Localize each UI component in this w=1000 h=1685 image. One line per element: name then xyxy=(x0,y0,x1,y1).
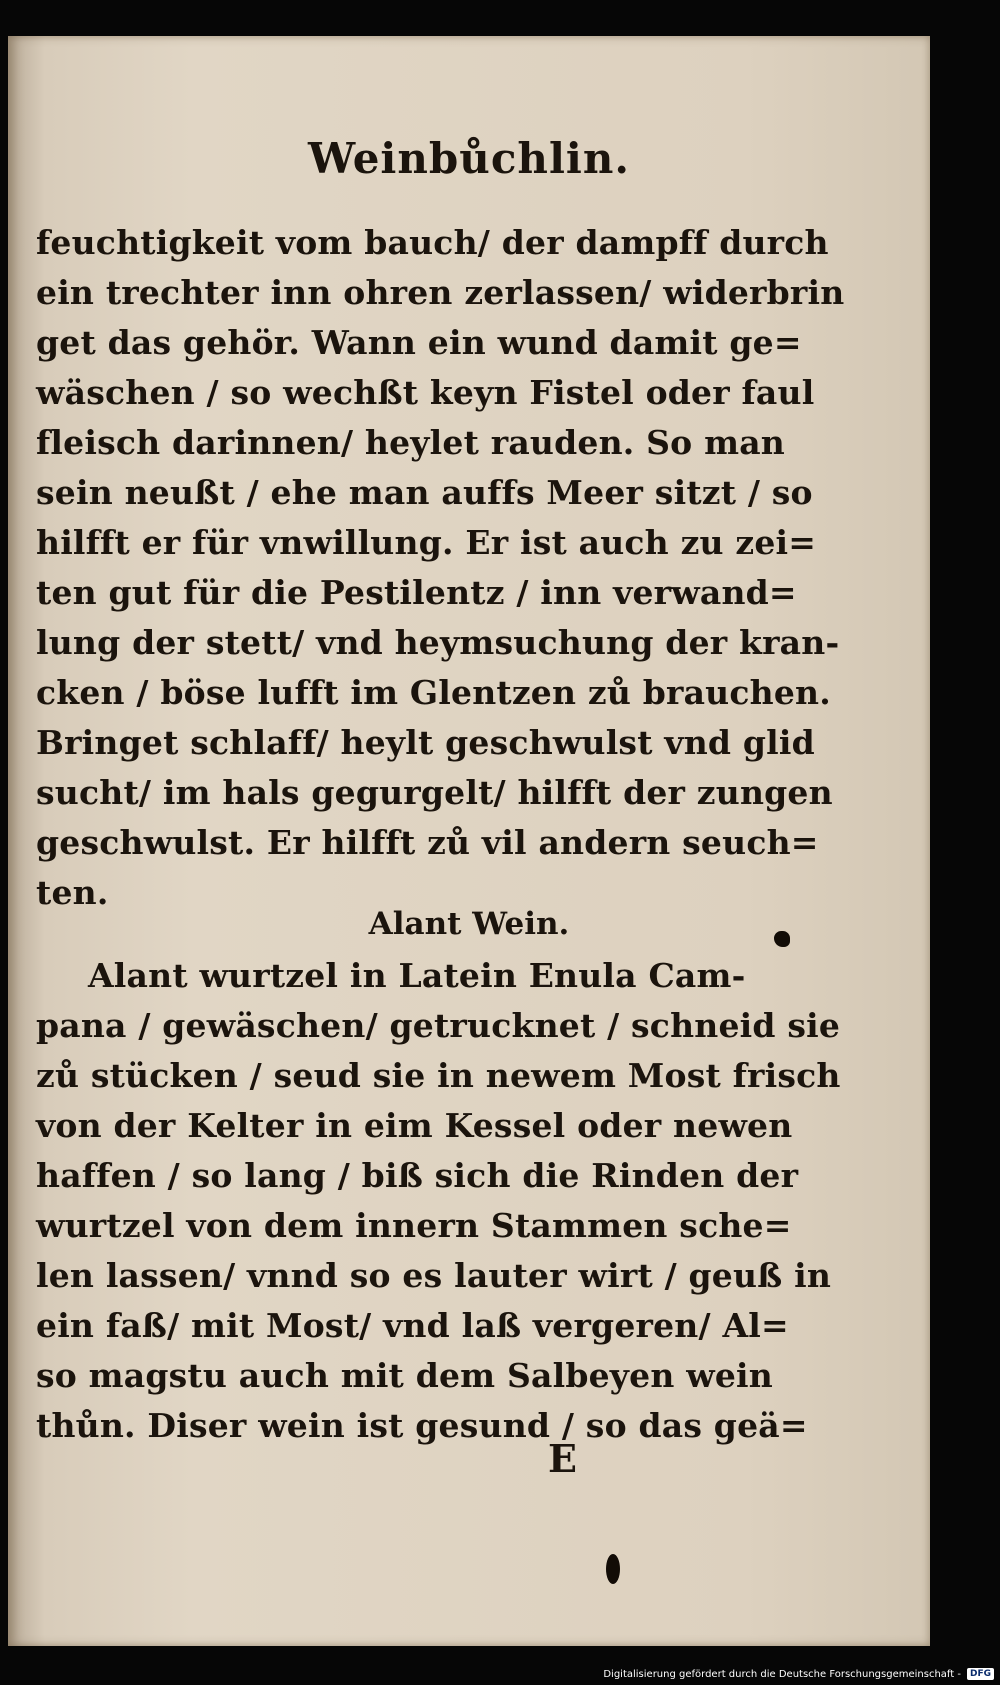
digitization-footer xyxy=(603,1665,994,1683)
text-line: ein trechter inn ohren zerlassen/ widerbrin xyxy=(36,273,845,312)
text-line: thůn. Diser wein ist gesund / so das geä= xyxy=(36,1406,808,1445)
text-line: cken / böse lufft im Glentzen zů brauchen. xyxy=(36,673,831,712)
text-line: wurtzel von dem innern Stammen sche= xyxy=(36,1206,792,1245)
text-line: lung der stett/ vnd heymsuchung der kran- xyxy=(36,623,840,662)
ink-blot-mark xyxy=(606,1554,620,1584)
text-line: geschwulst. Er hilfft zů vil andern seuch= xyxy=(36,823,819,862)
text-line: ten. xyxy=(36,873,109,912)
text-line: sucht/ im hals gegurgelt/ hilfft der zungen xyxy=(36,773,833,812)
text-line: zů stücken / seud sie in newem Most frisch xyxy=(36,1056,841,1095)
footer-credit-text: Digitalisierung gefördert durch die Deutsche Forschungsgemeinschaft - xyxy=(603,1668,961,1680)
text-block-2 xyxy=(36,951,841,1451)
text-line: Bringet schlaff/ heylt geschwulst vnd glid xyxy=(36,723,815,762)
text-line: ein faß/ mit Most/ vnd laß vergeren/ Al= xyxy=(36,1306,789,1345)
text-line: sein neußt / ehe man auffs Meer sitzt / so xyxy=(36,473,813,512)
text-line: haffen / so lang / biß sich die Rinden der xyxy=(36,1156,799,1195)
text-block-1 xyxy=(36,218,845,918)
text-line: so magstu auch mit dem Salbeyen wein xyxy=(36,1356,773,1395)
running-header: Weinbůchlin. xyxy=(307,134,631,183)
text-line: wäschen / so wechßt keyn Fistel oder faul xyxy=(36,373,815,412)
text-line: von der Kelter in eim Kessel oder newen xyxy=(36,1106,793,1145)
text-line: hilfft er für vnwillung. Er ist auch zu zei= xyxy=(36,523,817,562)
text-line: feuchtigkeit vom bauch/ der dampff durch xyxy=(36,223,829,262)
catchword: E xyxy=(548,1436,577,1481)
book-page xyxy=(8,36,930,1646)
text-line: fleisch darinnen/ heylet rauden. So man xyxy=(36,423,785,462)
text-line: pana / gewäschen/ getrucknet / schneid sie xyxy=(36,1006,841,1045)
dfg-logo-icon: DFG xyxy=(967,1668,994,1680)
text-line: ten gut für die Pestilentz / inn verwand= xyxy=(36,573,797,612)
text-line: Alant wurtzel in Latein Enula Cam- xyxy=(88,956,746,995)
text-line: get das gehör. Wann ein wund damit ge= xyxy=(36,323,802,362)
text-line: len lassen/ vnnd so es lauter wirt / geuß in xyxy=(36,1256,832,1295)
section-heading: Alant Wein. xyxy=(368,906,570,942)
ink-blot-mark xyxy=(774,931,790,947)
